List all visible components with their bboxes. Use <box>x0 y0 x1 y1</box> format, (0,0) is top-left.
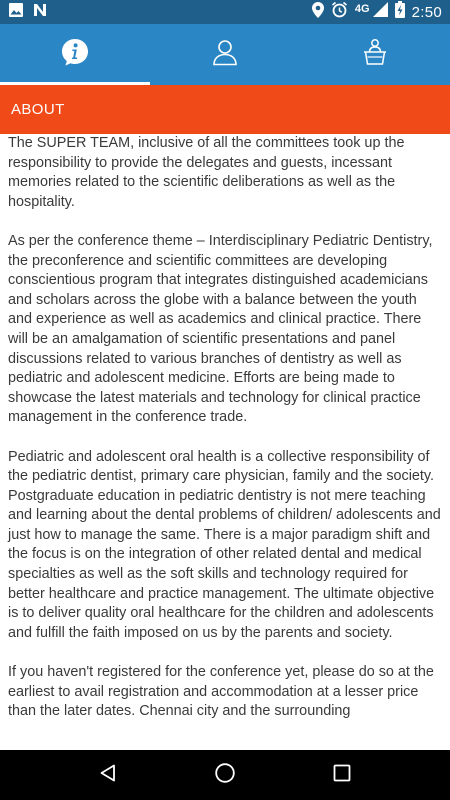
tab-about[interactable] <box>0 24 150 85</box>
navigation-bar <box>0 750 450 800</box>
battery-charging-icon <box>395 1 405 23</box>
back-button[interactable] <box>78 755 138 795</box>
location-icon <box>312 2 324 23</box>
status-left-icons <box>8 2 48 23</box>
recents-button[interactable] <box>312 755 372 795</box>
recents-icon <box>333 764 351 787</box>
speaker-podium-icon <box>361 38 389 71</box>
signal-icon <box>373 2 388 22</box>
image-icon <box>8 2 24 23</box>
alarm-icon <box>331 1 348 23</box>
status-right-icons <box>312 1 442 23</box>
tab-bar <box>0 24 450 85</box>
home-button[interactable] <box>195 755 255 795</box>
home-icon <box>214 762 236 789</box>
info-icon <box>60 37 90 72</box>
n-notification-icon <box>32 2 48 23</box>
section-header <box>0 85 450 134</box>
tab-speakers[interactable] <box>300 24 450 85</box>
back-icon <box>98 763 118 788</box>
tab-profile[interactable] <box>150 24 300 85</box>
network-4g-label: 4G <box>354 3 370 15</box>
about-paragraph: If you haven't registered for the conference yet, please do so at the earliest to avail registration and accommodation at a lesser price than the later dates. Chennai city and the surrounding <box>8 664 434 720</box>
person-icon <box>212 38 238 71</box>
about-content[interactable] <box>0 134 450 750</box>
about-paragraph: Pediatric and adolescent oral health is a collective responsibility of the pediatric dentist, primary care physician, family and the society. Postgraduate education in pediatric dentistry is not mere teaching and learning about the dental problems of children/ adolescents and just how to manage the same. There is a major paradigm shift and the focus is on the integration of other related dental and medical specialties as well as the soft skills and technology required for better healthcare and practice management. The ultimate objective is to deliver quality oral healthcare for the children and adolescents and fulfill the faith imposed on us by the parents and society. <box>8 448 441 641</box>
about-paragraph: As per the conference theme – Interdisciplinary Pediatric Dentistry, the preconference and scientific committees are developing conscientious program that integrates distinguished academicians and scholars across the globe with a balance between the youth and experience as well as academics and clinical practice. There will be an amalgamation of scientific presentations and panel discussions related to various branches of dentistry as well as pediatric and adolescent medicine. Efforts are being made to showcase the latest materials and technology for clinical practice management in the conference trade. <box>8 232 433 426</box>
status-time: 2:50 <box>411 3 442 21</box>
about-paragraph: The SUPER TEAM, inclusive of all the committees took up the responsibility to provide the delegates and guests, incessant memories related to the scientific deliberations as well as the hospitality. <box>8 135 405 210</box>
status-bar <box>0 0 450 24</box>
section-title: ABOUT <box>11 101 65 118</box>
